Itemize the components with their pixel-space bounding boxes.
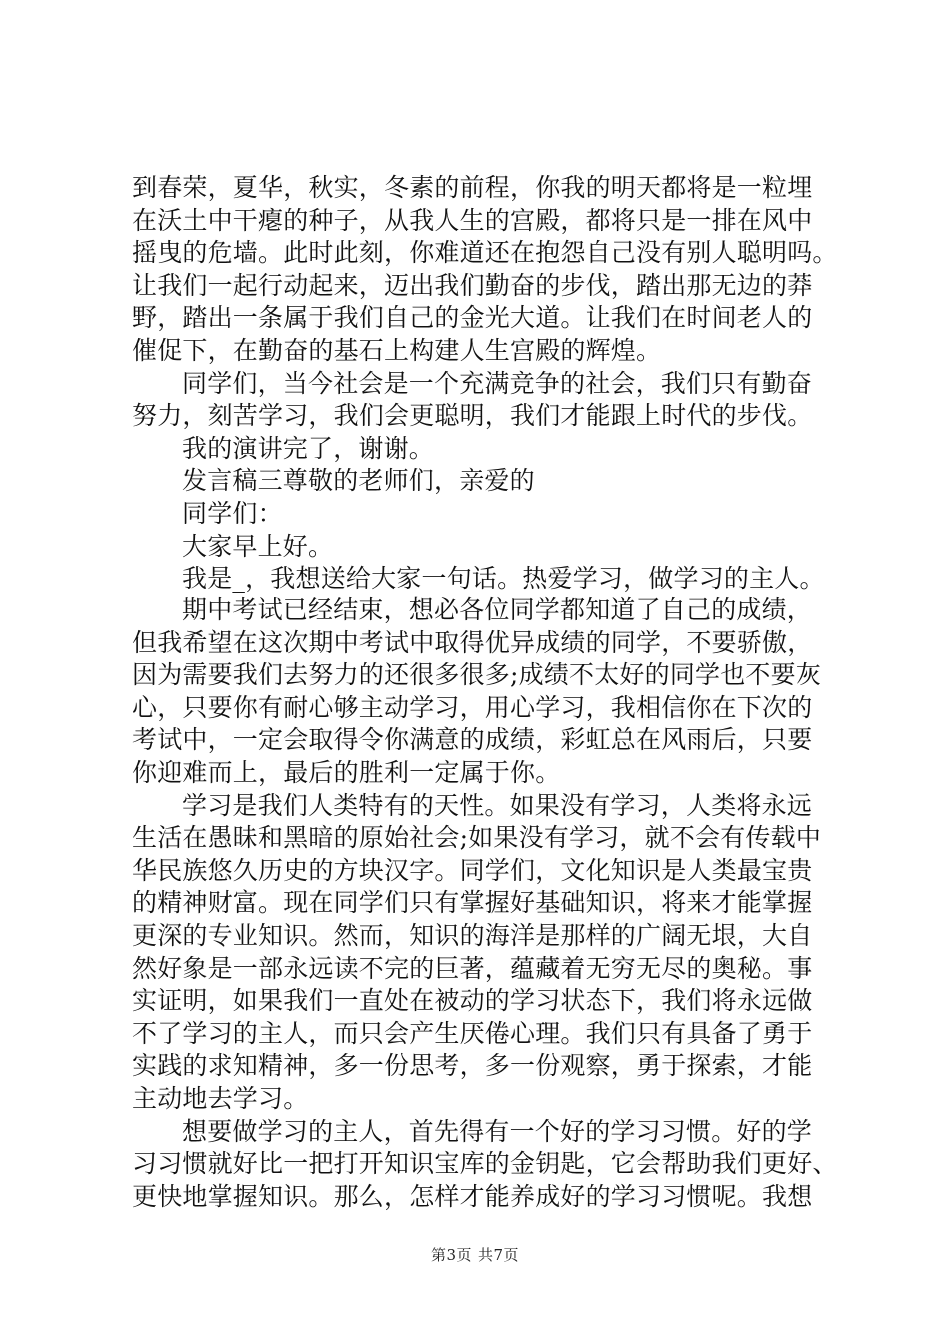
text-block-1 bbox=[132, 172, 838, 596]
text-line: 但我希望在这次期中考试中取得优异成绩的同学，不要骄傲， bbox=[132, 627, 813, 657]
text-line: 到春荣，夏华，秋实，冬素的前程，你我的明天都将是一粒埋 bbox=[132, 173, 813, 202]
text-line: 发言稿三尊敬的老师们，亲爱的 bbox=[182, 466, 535, 496]
text-line: 你迎难而上，最后的胜利一定属于你。 bbox=[132, 757, 561, 787]
text-line: 催促下，在勤奋的基石上构建人生宫殿的辉煌。 bbox=[132, 335, 662, 365]
page-number: 第3页 bbox=[430, 1246, 472, 1264]
text-line: 在沃土中干瘪的种子，从我人生的宫殿，都将只是一排在风中 bbox=[132, 205, 813, 235]
text-line: 摇曳的危墙。此时此刻，你难道还在抱怨自己没有别人聪明吗。 bbox=[132, 238, 838, 268]
text-line: 我是_，我想送给大家一句话。热爱学习，做学习的主人。 bbox=[182, 564, 825, 594]
text-line: 然好象是一部永远读不完的巨著，蕴藏着无穷无尽的奥秘。事 bbox=[132, 953, 813, 983]
text-line: 学习是我们人类特有的天性。如果没有学习，人类将永远 bbox=[182, 790, 813, 820]
text-block-2 bbox=[132, 594, 838, 1213]
text-line: 更快地掌握知识。那么，怎样才能养成好的学习习惯呢。我想 bbox=[132, 1181, 813, 1211]
text-line: 生活在愚昧和黑暗的原始社会;如果没有学习，就不会有传载中 bbox=[132, 823, 822, 853]
text-line: 努力，刻苦学习，我们会更聪明，我们才能跟上时代的步伐。 bbox=[132, 401, 813, 431]
text-line: 我的演讲完了，谢谢。 bbox=[182, 433, 435, 463]
text-line: 野，踏出一条属于我们自己的金光大道。让我们在时间老人的 bbox=[132, 303, 813, 333]
text-line: 习习惯就好比一把打开知识宝库的金钥匙，它会帮助我们更好、 bbox=[132, 1149, 838, 1179]
text-line: 华民族悠久历史的方块汉字。同学们，文化知识是人类最宝贵 bbox=[132, 855, 813, 885]
text-line: 更深的专业知识。然而，知识的海洋是那样的广阔无垠，大自 bbox=[132, 920, 813, 950]
text-line: 考试中，一定会取得令你满意的成绩，彩虹总在风雨后，只要 bbox=[132, 725, 813, 755]
text-line: 心，只要你有耐心够主动学习，用心学习，我相信你在下次的 bbox=[132, 692, 813, 722]
page-footer bbox=[0, 1244, 950, 1265]
text-line: 同学们： bbox=[182, 498, 283, 528]
text-line: 主动地去学习。 bbox=[132, 1083, 309, 1113]
page-total: 共7页 bbox=[478, 1246, 520, 1264]
text-line: 想要做学习的主人，首先得有一个好的学习习惯。好的学 bbox=[182, 1116, 813, 1146]
text-line: 期中考试已经结束，想必各位同学都知道了自己的成绩， bbox=[182, 595, 813, 624]
text-line: 的精神财富。现在同学们只有掌握好基础知识，将来才能掌握 bbox=[132, 888, 813, 918]
text-line: 同学们，当今社会是一个充满竞争的社会，我们只有勤奋 bbox=[182, 368, 813, 398]
text-line: 让我们一起行动起来，迈出我们勤奋的步伐，踏出那无边的莽 bbox=[132, 270, 813, 300]
text-line: 实证明，如果我们一直处在被动的学习状态下，我们将永远做 bbox=[132, 986, 813, 1016]
text-line: 不了学习的主人，而只会产生厌倦心理。我们只有具备了勇于 bbox=[132, 1018, 813, 1048]
text-line: 因为需要我们去努力的还很多很多;成绩不太好的同学也不要灰 bbox=[132, 660, 822, 690]
text-line: 实践的求知精神，多一份思考，多一份观察，勇于探索，才能 bbox=[132, 1051, 813, 1081]
text-line: 大家早上好。 bbox=[182, 531, 334, 561]
